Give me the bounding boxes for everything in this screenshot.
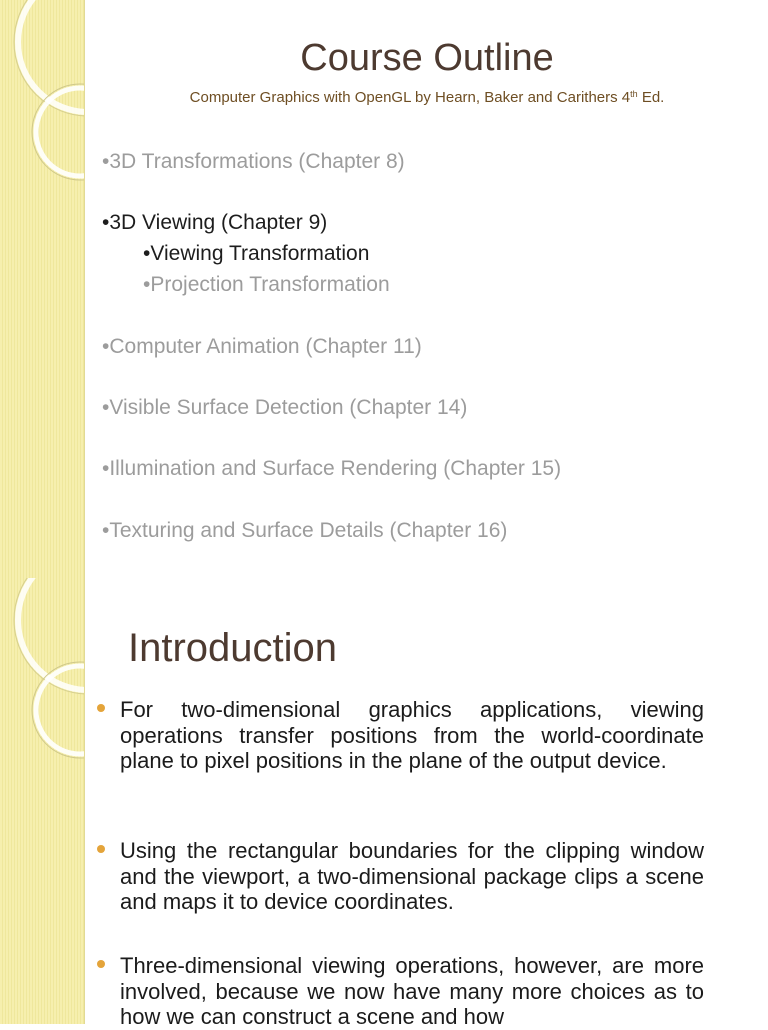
outline-item: •Computer Animation (Chapter 11) [102, 335, 422, 358]
outline-item: •Illumination and Surface Rendering (Chapter 15) [102, 457, 562, 480]
outline-item: •Texturing and Surface Details (Chapter 16) [102, 519, 508, 542]
slide-title: Course Outline [300, 37, 554, 79]
bullet-paragraph: Three-dimensional viewing operations, however, are more involved, because we now have many more choices as to how we can construct a scene and how [120, 953, 704, 1029]
slide-title: Introduction [128, 626, 338, 670]
outline-subitem: •Projection Transformation [143, 273, 390, 296]
outline-subitem-active: •Viewing Transformation [143, 242, 370, 265]
bullet-icon [97, 845, 105, 853]
bullet-icon [97, 960, 105, 968]
slide-subtitle: Computer Graphics with OpenGL by Hearn, Baker and Carithers 4th Ed. [189, 89, 665, 106]
outline-item: •Visible Surface Detection (Chapter 14) [102, 396, 468, 419]
decorative-rings-icon [0, 578, 84, 1024]
bullet-paragraph: Using the rectangular boundaries for the clipping window and the viewport, a two-dimensional package clips a scene and maps it to device coordinates. [120, 838, 704, 914]
bullet-icon [97, 704, 105, 712]
outline-item-active: •3D Viewing (Chapter 9) [102, 211, 328, 234]
decorative-rings-icon [0, 0, 84, 578]
decorative-strip [0, 578, 85, 1024]
decorative-strip [0, 0, 85, 578]
bullet-paragraph: For two-dimensional graphics applications, viewing operations transfer positions from the world-coordinate plane to pixel positions in the plane of the output device. [120, 697, 704, 773]
outline-item: •3D Transformations (Chapter 8) [102, 150, 405, 173]
